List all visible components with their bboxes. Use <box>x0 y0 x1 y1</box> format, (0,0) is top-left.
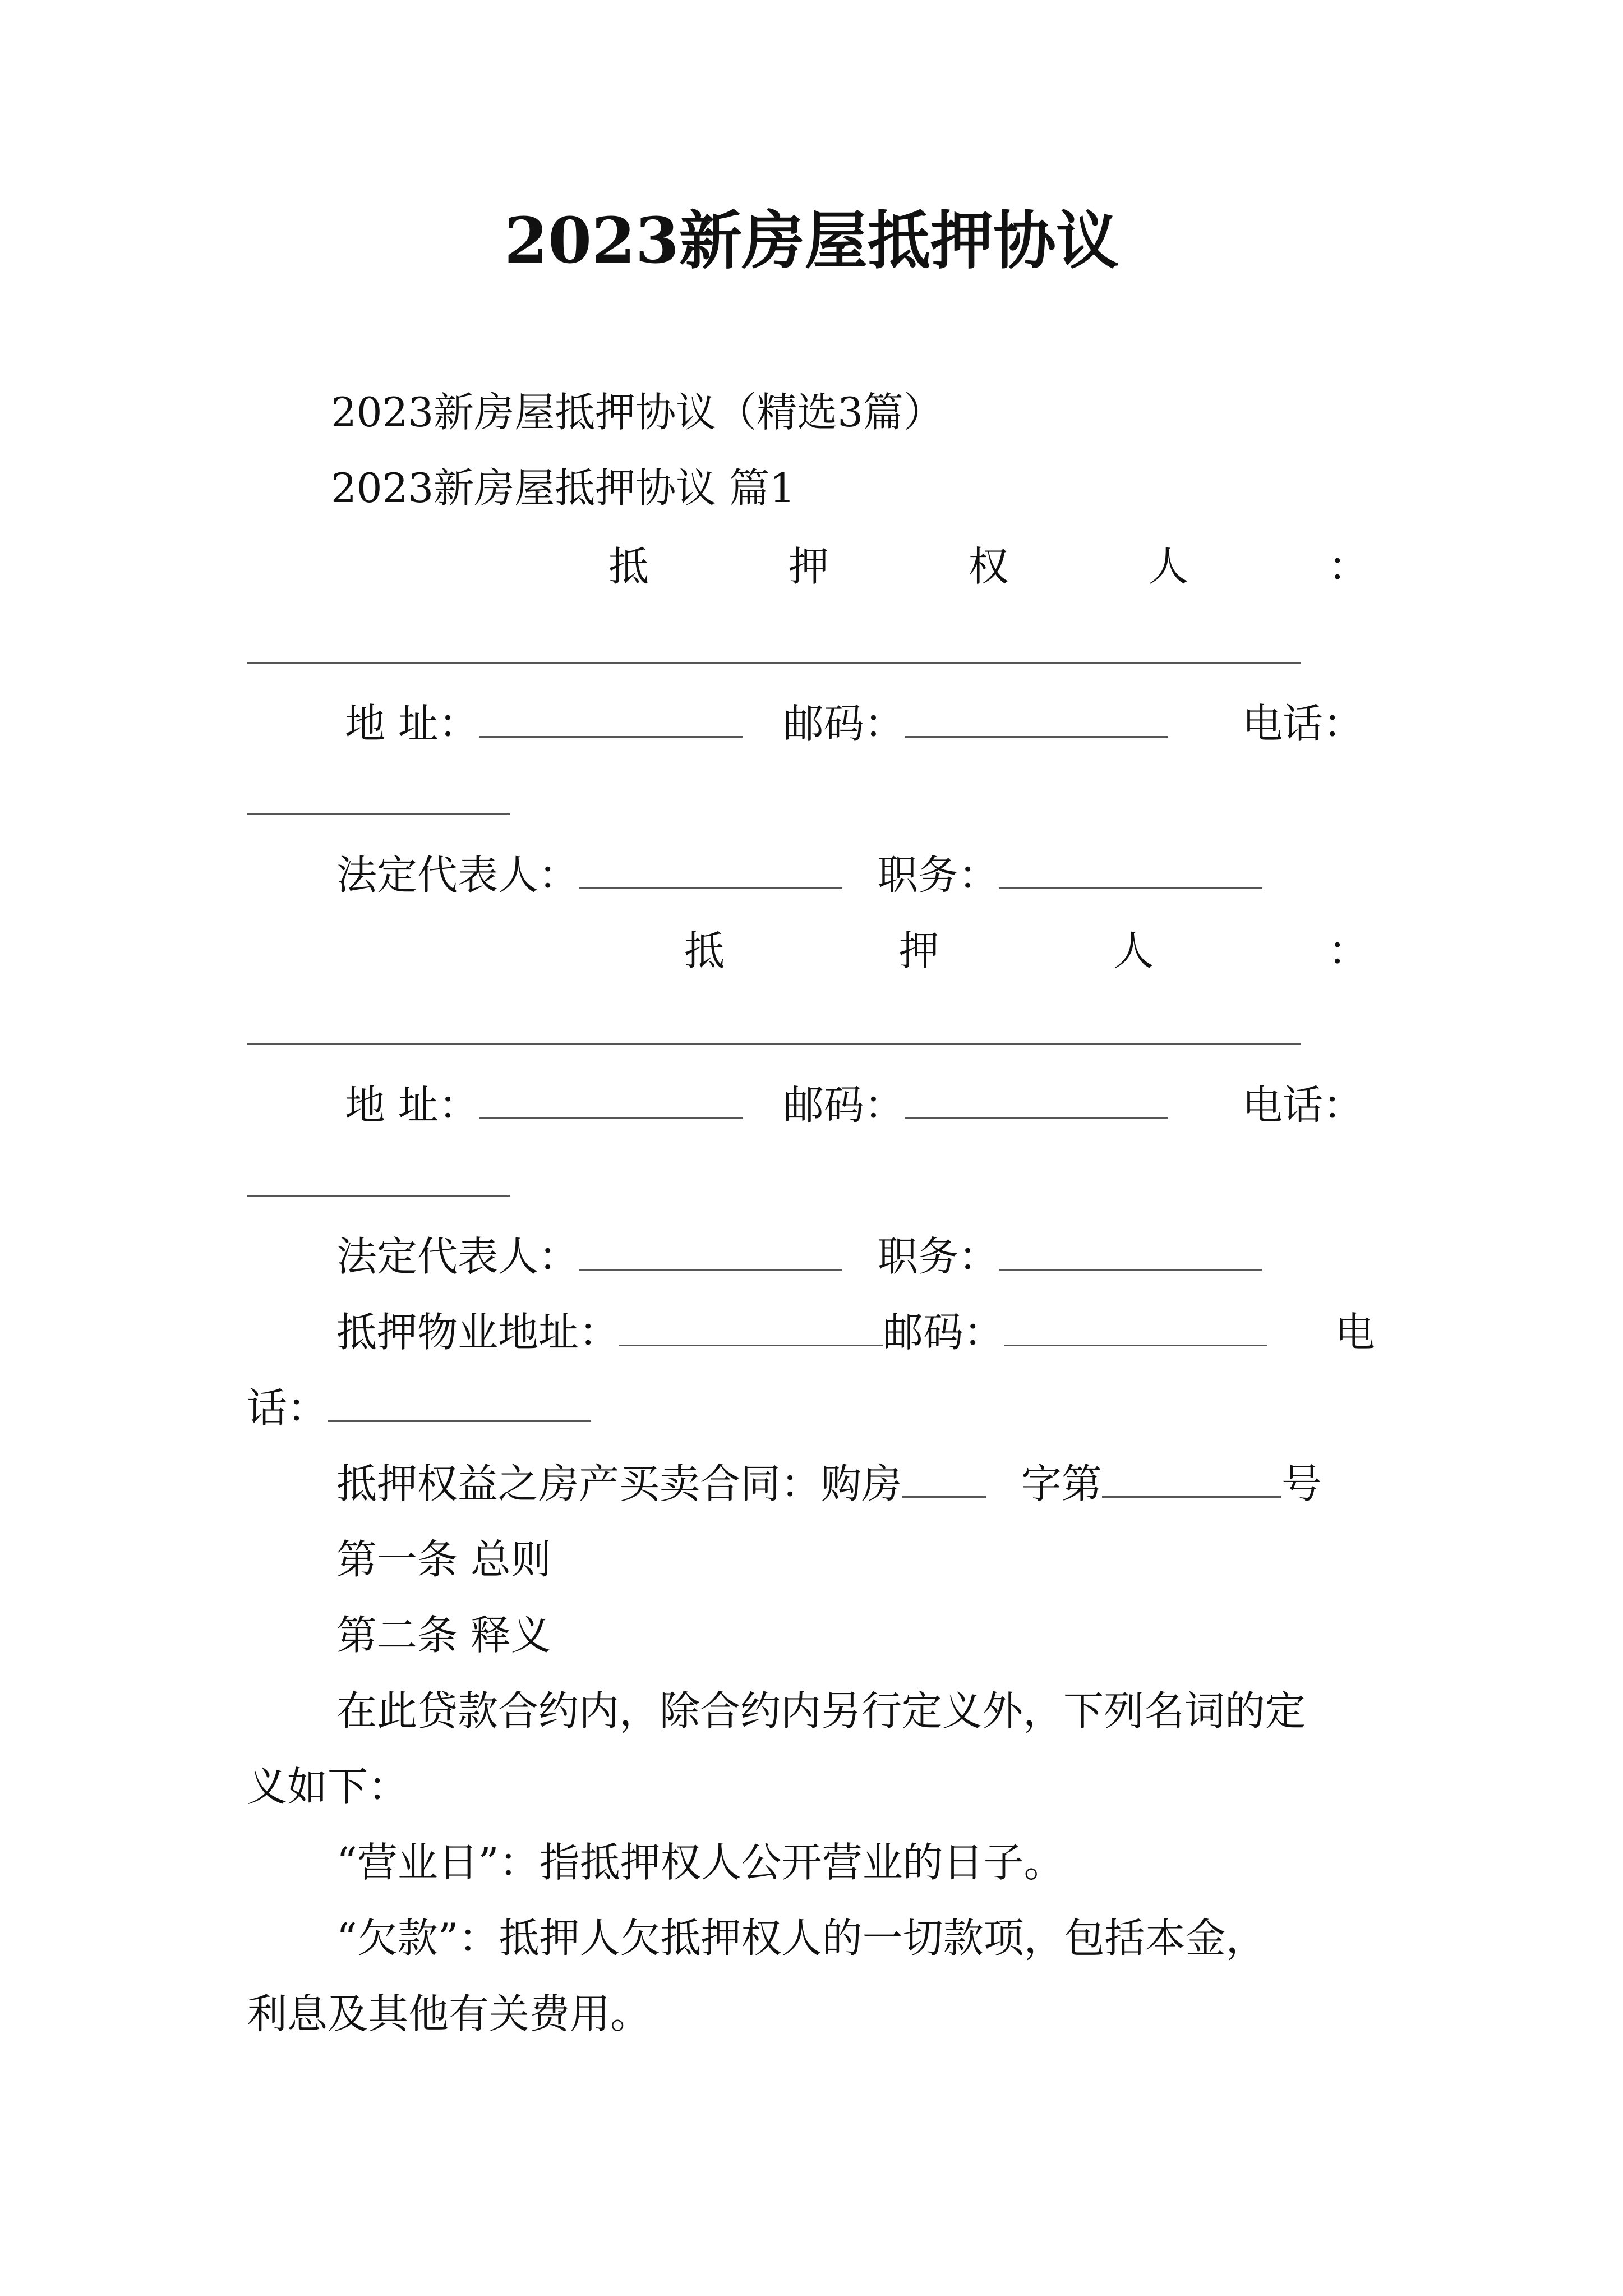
property-phone-row <box>247 1383 591 1433</box>
position-label: 职务： <box>877 1233 999 1280</box>
postcode-label: 邮码： <box>783 1082 905 1129</box>
contract-blank-2 <box>1102 1461 1281 1498</box>
paragraph-1-line-1: 在此贷款合约内，除合约内另行定义外，下列名词的定 <box>336 1687 1306 1734</box>
phone-blank <box>247 813 510 815</box>
address-label: 地 址： <box>345 700 479 747</box>
mortgagor-legal-rep-row <box>336 1231 1262 1282</box>
paragraph-1-line-2: 义如下： <box>247 1763 409 1810</box>
mortgagee-label: 抵 押 权 人 ： <box>608 543 1368 590</box>
document-title: 2023新房屋抵押协议 <box>504 204 1119 278</box>
property-address-row <box>336 1307 1267 1358</box>
article-heading: 2023新房屋抵押协议 篇1 <box>331 464 795 512</box>
position-label: 职务： <box>877 852 999 899</box>
property-address-blank <box>619 1310 883 1346</box>
phone-label: 电话： <box>1242 700 1364 747</box>
position-blank <box>999 853 1262 889</box>
phone-label: 电话： <box>1242 1082 1364 1129</box>
property-address-label: 抵押物业地址： <box>336 1309 620 1356</box>
mortgagor-name-blank <box>247 1043 1301 1045</box>
mortgagee-name-blank <box>247 662 1301 664</box>
contract-row: 抵押权益之房产买卖合同：购房 字第 号 <box>336 1460 1322 1507</box>
legal-rep-blank <box>579 853 842 889</box>
definition-1: “营业日”：指抵押权人公开营业的日子。 <box>336 1839 1064 1886</box>
property-phone-label: 话： <box>247 1384 328 1432</box>
definition-2-line-2: 利息及其他有关费用。 <box>247 1990 651 2037</box>
postcode-blank <box>905 701 1168 738</box>
legal-rep-blank <box>579 1234 842 1271</box>
postcode-blank <box>1004 1310 1267 1346</box>
address-blank <box>479 1083 743 1119</box>
position-blank <box>999 1234 1262 1271</box>
phone-blank <box>247 1195 510 1197</box>
document-subtitle: 2023新房屋抵押协议（精选3篇） <box>331 389 944 436</box>
postcode-label: 邮码： <box>883 1309 1004 1356</box>
address-label: 地 址： <box>345 1082 479 1129</box>
mortgagee-legal-rep-row <box>336 850 1262 900</box>
address-blank <box>479 701 743 738</box>
mortgagee-address-row <box>345 698 1168 749</box>
property-phone-blank <box>328 1386 591 1422</box>
legal-rep-label: 法定代表人： <box>336 852 579 899</box>
mortgagor-label: 抵 押 人 ： <box>684 927 1368 974</box>
clause-2: 第二条 释义 <box>336 1612 551 1659</box>
postcode-blank <box>905 1083 1168 1119</box>
mortgagor-address-row <box>345 1080 1168 1130</box>
definition-2-line-1: “欠款”：抵押人欠抵押权人的一切款项，包括本金， <box>336 1915 1266 1962</box>
contract-blank-1 <box>902 1461 986 1498</box>
property-phone-first: 电 <box>1335 1309 1376 1356</box>
postcode-label: 邮码： <box>783 700 905 747</box>
clause-1: 第一条 总则 <box>336 1536 551 1583</box>
legal-rep-label: 法定代表人： <box>336 1233 579 1280</box>
